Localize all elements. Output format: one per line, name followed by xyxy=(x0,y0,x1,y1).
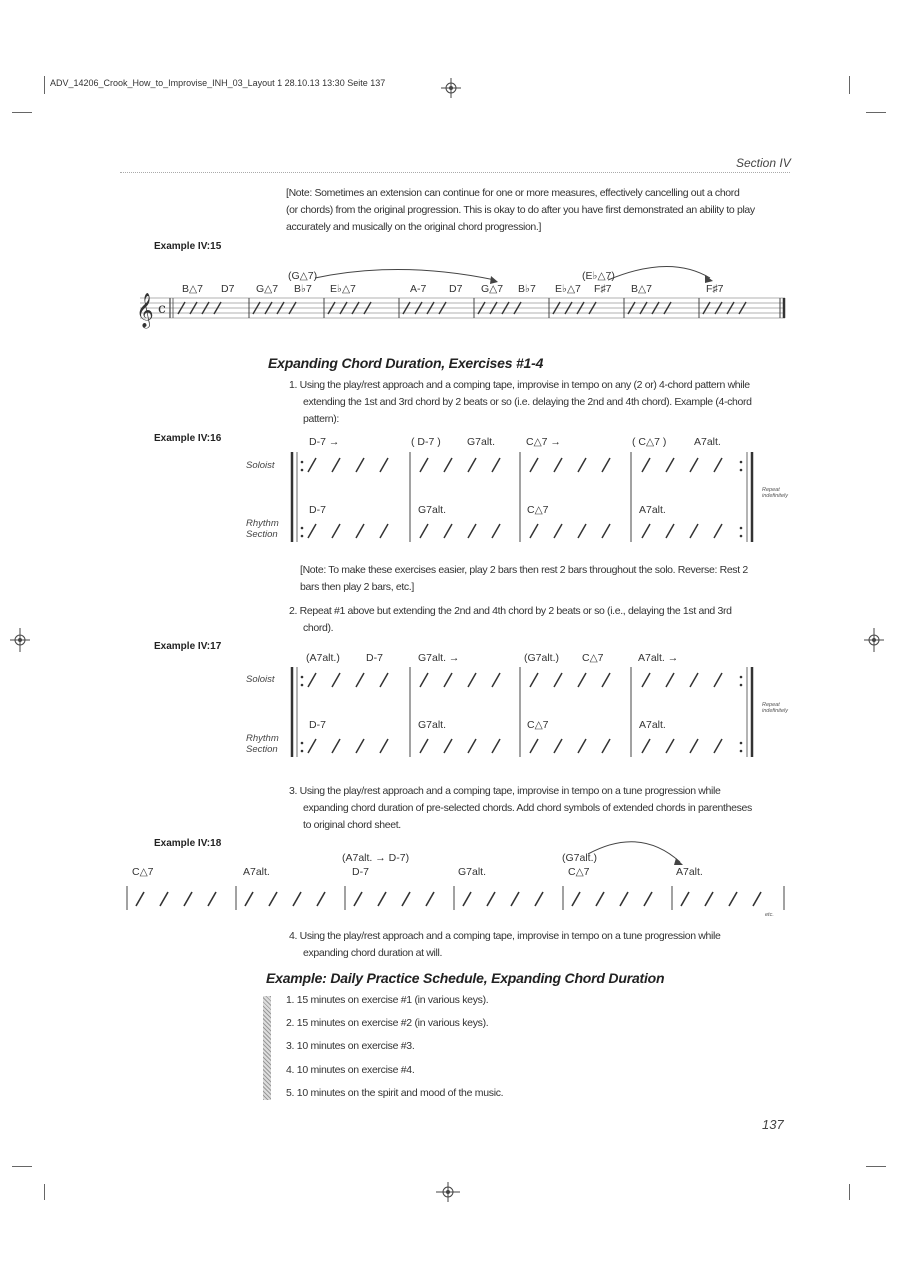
chord-symbol: C△7 xyxy=(568,866,590,878)
chord-symbol: D-7 xyxy=(309,719,326,731)
chord-symbol: A7alt. → xyxy=(638,652,679,664)
section-heading: Example: Daily Practice Schedule, Expanding Chord Duration xyxy=(266,970,665,986)
chord-symbol: D7 xyxy=(221,283,235,295)
example-label: Example IV:18 xyxy=(154,838,222,849)
section-heading: Expanding Chord Duration, Exercises #1-4 xyxy=(268,355,544,371)
chord-symbol: G△7 xyxy=(481,283,504,295)
chord-symbol: F♯7 xyxy=(706,283,724,295)
registration-mark-icon xyxy=(436,1182,460,1202)
chord-symbol: A7alt. xyxy=(694,436,721,448)
crop-mark xyxy=(12,1166,32,1167)
chord-symbol: E♭△7 xyxy=(330,283,356,295)
ex16-slash-grid xyxy=(290,450,760,550)
ex17-slash-grid xyxy=(290,665,760,765)
chord-symbol: B♭7 xyxy=(294,283,312,295)
chord-symbol: F♯7 xyxy=(594,283,612,295)
chord-symbol: (G7alt.) xyxy=(524,652,560,664)
extension-chord: (G△7) xyxy=(288,270,318,282)
chord-symbol: C△7 xyxy=(527,719,549,731)
exercise-2-text: 2. Repeat #1 above but extending the 2nd and 4th chord by 2 beats or so (i.e., delaying the 1st and 3rd chord). xyxy=(289,605,732,634)
list-item: 3. 10 minutes on exercise #3. xyxy=(286,1040,415,1053)
registration-mark-icon xyxy=(10,628,30,652)
registration-mark-icon xyxy=(441,78,461,98)
chord-symbol: (A7alt.) xyxy=(306,652,340,664)
chord-symbol: D7 xyxy=(449,283,463,295)
svg-text:𝄞: 𝄞 xyxy=(136,293,154,328)
chord-symbol: ( D-7 ) xyxy=(411,436,441,448)
chord-symbol: C△7 xyxy=(527,504,549,516)
list-item: 2. 15 minutes on exercise #2 (in various keys). xyxy=(286,1017,489,1030)
chord-symbol: G7alt. xyxy=(418,719,447,731)
role-label: Rhythm Section xyxy=(246,733,279,755)
crop-mark xyxy=(866,1166,886,1167)
example-label: Example IV:16 xyxy=(154,433,222,444)
repeat-note: Repeat indefinitely xyxy=(762,702,788,714)
extension-arrow-icon xyxy=(315,269,495,280)
chord-symbol: C△7 xyxy=(132,866,154,878)
chord-symbol: ( C△7 ) xyxy=(632,436,667,448)
exercise-4-text: 4. Using the play/rest approach and a comping tape, improvise in tempo on a tune progression while expanding chord duration at will. xyxy=(289,930,721,959)
crop-mark xyxy=(44,1184,45,1200)
exercise-1-text: 1. Using the play/rest approach and a comping tape, improvise in tempo on any (2 or) 4-chord pattern while extending the 1st and 3rd chord by 2 beats or so (i.e. delaying the 2nd and 4th chord). Example (4-chord pattern): xyxy=(289,379,752,425)
crop-mark xyxy=(866,112,886,113)
note-middle: [Note: To make these exercises easier, play 2 bars then rest 2 bars throughout the solo. Reverse: Rest 2 bars then play 2 bars, etc.] xyxy=(300,564,748,593)
chord-symbol: B△7 xyxy=(631,283,652,295)
chord-symbol: A7alt. xyxy=(639,719,666,731)
chord-symbol: B♭7 xyxy=(518,283,536,295)
extension-arrow-icon xyxy=(608,266,710,280)
extension-chord: (G7alt.) xyxy=(562,852,598,864)
list-item: 5. 10 minutes on the spirit and mood of the music. xyxy=(286,1086,504,1099)
role-label: Soloist xyxy=(246,460,275,471)
exercise-3-text: 3. Using the play/rest approach and a comping tape, improvise in tempo on a tune progression while expanding chord duration of pre-selected chords. Add chord symbols of extended chords in parentheses to original chord sheet. xyxy=(289,785,752,831)
role-label: Soloist xyxy=(246,674,275,685)
list-item: 1. 15 minutes on exercise #1 (in various keys). xyxy=(286,994,489,1006)
chord-symbol: D-7 xyxy=(352,866,369,878)
chord-symbol: D-7 xyxy=(366,652,383,664)
ex15-staff xyxy=(130,262,800,342)
chord-symbol: A7alt. xyxy=(243,866,270,878)
chord-symbol: B△7 xyxy=(182,283,203,295)
svg-text:c: c xyxy=(158,301,166,317)
crop-mark xyxy=(44,76,45,94)
chord-symbol: C△7 xyxy=(582,652,604,664)
chord-symbol: G7alt. → xyxy=(418,652,460,664)
extension-chord: (E♭△7) xyxy=(582,270,615,282)
chord-symbol: D-7 xyxy=(309,504,326,516)
example-label: Example IV:17 xyxy=(154,641,222,652)
chord-symbol: A7alt. xyxy=(676,866,703,878)
chord-symbol: G7alt. xyxy=(458,866,487,878)
role-label: Rhythm Section xyxy=(246,518,279,540)
note-top: [Note: Sometimes an extension can continue for one or more measures, effectively cancelling out a chord (or chords) from the original progression. This is okay to do after you have first demonstrated an ability to play accurately and musically on the original chord progression.] xyxy=(286,187,755,233)
chord-symbol: C△7 → xyxy=(526,436,561,448)
practice-schedule-list xyxy=(286,994,503,1110)
extension-arrow-icon xyxy=(580,834,690,870)
chord-symbol: D-7 → xyxy=(309,436,340,448)
chord-symbol: A7alt. xyxy=(639,504,666,516)
schedule-side-bar xyxy=(263,996,271,1100)
chord-symbol: G△7 xyxy=(256,283,279,295)
chord-symbol: G7alt. xyxy=(467,436,496,448)
header-rule xyxy=(120,172,790,173)
page-number: 137 xyxy=(762,1117,784,1132)
crop-mark xyxy=(849,76,850,94)
chord-symbol: A-7 xyxy=(410,283,427,295)
example-label: Example IV:15 xyxy=(154,241,222,252)
etc-note: etc. xyxy=(765,912,774,918)
chord-symbol: E♭△7 xyxy=(555,283,581,295)
chord-symbol: G7alt. xyxy=(418,504,447,516)
crop-mark xyxy=(849,1184,850,1200)
section-header: Section IV xyxy=(736,156,791,170)
list-item: 4. 10 minutes on exercise #4. xyxy=(286,1063,415,1076)
crop-mark xyxy=(12,112,32,113)
registration-mark-icon xyxy=(864,628,884,652)
repeat-note: Repeat indefinitely xyxy=(762,487,788,499)
print-slug: ADV_14206_Crook_How_to_Improvise_INH_03_Layout 1 28.10.13 13:30 Seite 137 xyxy=(50,78,386,88)
ex18-slash-row xyxy=(124,882,794,914)
extension-chord: (A7alt. → D-7) xyxy=(342,852,410,864)
